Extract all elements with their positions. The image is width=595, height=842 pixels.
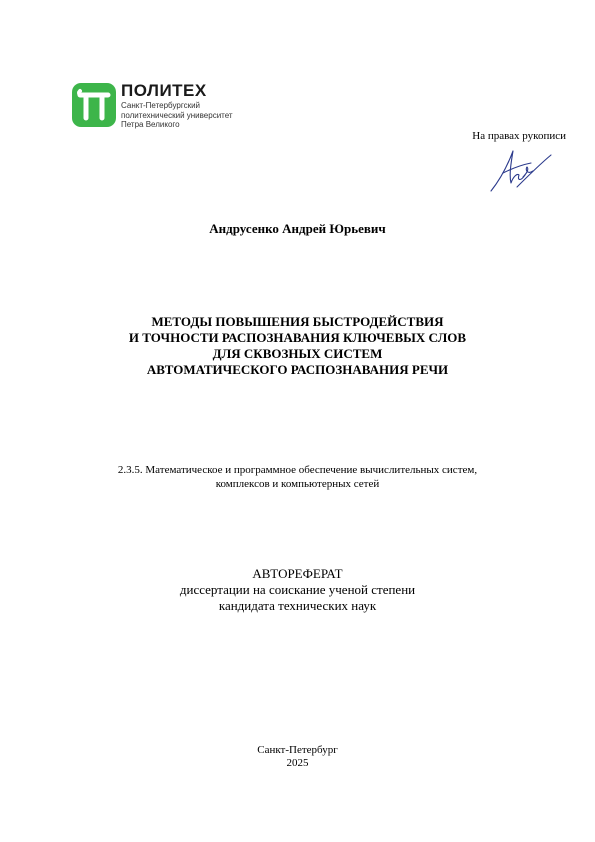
title-line: МЕТОДЫ ПОВЫШЕНИЯ БЫСТРОДЕЙСТВИЯ bbox=[151, 314, 444, 329]
doc-type-heading: АВТОРЕФЕРАТ bbox=[252, 566, 343, 581]
logo-subtitle-line: Санкт-Петербургский bbox=[121, 101, 201, 110]
specialty-code bbox=[0, 463, 595, 491]
title-line: АВТОМАТИЧЕСКОГО РАСПОЗНАВАНИЯ РЕЧИ bbox=[146, 362, 449, 377]
specialty-line: 2.3.5. Математическое и программное обеспечение вычислительных систем, bbox=[117, 464, 478, 476]
logo-subtitle-line: Петра Великого bbox=[121, 120, 180, 129]
logo-subtitle-line: политехнический университет bbox=[121, 110, 233, 120]
imprint bbox=[0, 744, 595, 770]
title-line: И ТОЧНОСТИ РАСПОЗНАВАНИЯ КЛЮЧЕВЫХ СЛОВ bbox=[128, 330, 467, 345]
logo-subtitle bbox=[121, 101, 233, 130]
signature-icon bbox=[487, 147, 553, 195]
year: 2025 bbox=[286, 757, 309, 769]
title-line: ДЛЯ СКВОЗНЫХ СИСТЕМ bbox=[212, 346, 383, 361]
logo-wordmark: ПОЛИТЕХ bbox=[121, 81, 207, 100]
university-logo bbox=[72, 82, 272, 132]
specialty-line: комплексов и компьютерных сетей bbox=[215, 478, 380, 490]
dissertation-title bbox=[0, 314, 595, 378]
city: Санкт-Петербург bbox=[257, 744, 338, 756]
document-type bbox=[0, 566, 595, 614]
author-name: Андрусенко Андрей Юрьевич bbox=[209, 221, 386, 236]
manuscript-note: На правах рукописи bbox=[472, 130, 566, 142]
politech-logo-icon bbox=[72, 83, 116, 127]
doc-type-line: кандидата технических наук bbox=[218, 598, 377, 613]
doc-type-line: диссертации на соискание ученой степени bbox=[179, 582, 416, 597]
